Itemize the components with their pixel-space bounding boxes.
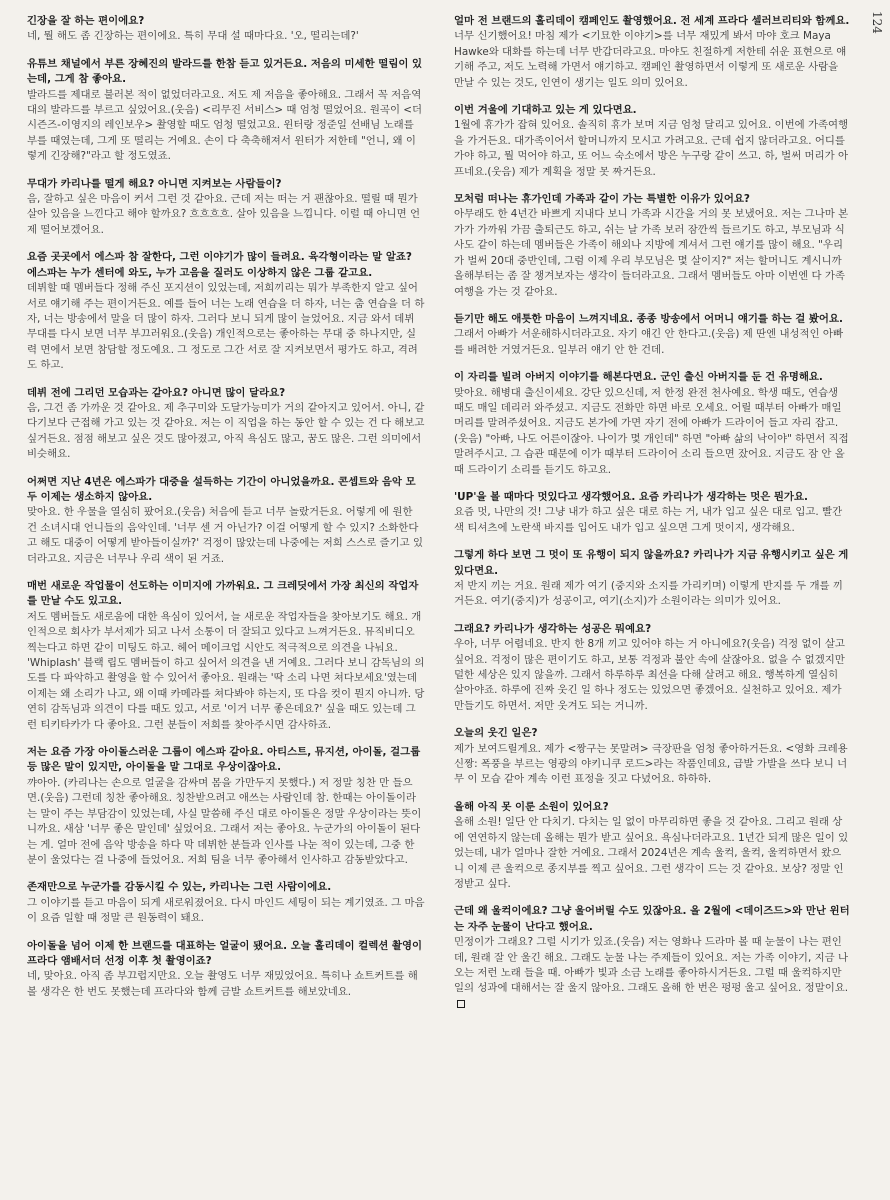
- answer: 저도 멤버들도 새로움에 대한 욕심이 있어서, 늘 새로운 작업자들을 찾아보기도 해요. 개인적으로 회사가 부서제가 되고 나서 소통이 더 잘되고 있다고 느껴거든요. 뮤직비디오 찍는다고 하면 같이 미팅도 하고. 헤어 메이크업 시안도 적극적으로 의견을 나눠요. 'Whiplash' 블랙 립도 멤버들이 하고 싶어서 의견을 낸 거예요. 그러다 보니 감독님의 의도를 다 파악하고 촬영을 할 수 있어서 좋아요. 원래는 '딱 소리 나면 쳐다보세요'였는데 이제는 왜 소리가 나고, 왜 이때 카메라를 쳐다봐야 하는지, 또 다음 컷이 뭔지 아니까. 당연히 감독님과 의견이 다를 때도 있고, 서로 '이거 너무 좋은데요?' 싶을 때도 있는데 그런 티키타카가 다 좋아요. 그런 분들이 저희를 찾아주시면 감사하죠.: [27, 610, 425, 731]
- question: 그렇게 하다 보면 그 멋이 또 유행이 되지 않을까요? 카리나가 지금 유행시키고 싶은 게 있다면요.: [454, 549, 849, 577]
- qa-block: [27, 250, 425, 373]
- qa-block: [27, 745, 425, 868]
- qa-block: [27, 475, 425, 567]
- question: 무대가 카리나를 떨게 해요? 아니면 지켜보는 사람들이?: [27, 177, 282, 190]
- qa-block: [454, 312, 850, 358]
- qa-block: [27, 579, 425, 733]
- answer: 데뷔할 때 멤버들다 정해 주신 포지션이 있었는데, 저희끼리는 뭐가 부족한지 알고 싶어 서로 얘기해 주는 편이거든요. 예를 들어 너는 노래 연습을 더 하자, 너는 춤 연습을 더 하자, 너는 방송에서 말을 더 많이 하자. 그러다 보니 되게 많이 늘었어요. 지금 와서 데뷔 무대를 다시 보면 너무 부끄러워요.(웃음) 개인적으로는 좋아하는 무대 중 하나지만, 실력 면에서 보면 참담할 정도예요. 그 정도로 그간 서로 잘 지켜보면서 평가도 하고, 격려도 하고.: [27, 282, 425, 372]
- answer: 1월에 휴가가 잡혀 있어요. 솔직히 휴가 보며 지금 엄청 달리고 있어요. 이번에 가족여행을 가거든요. 대가족이어서 할머니까지 모시고 가려고요. 근데 쉽지 않더라고요. 어디를 가야 하고, 뭘 먹어야 하고, 또 어느 숙소에서 방은 누구랑 같이 쓰고. 하, 벌써 머리가 아프네요.(웃음) 제가 계획을 정말 못 짜거든요.: [454, 119, 849, 178]
- answer: 요즘 멋, 나만의 것! 그냥 내가 하고 싶은 대로 하는 거, 내가 입고 싶은 대로 입고. 빨간색 티셔츠에 노란색 바지를 입어도 내가 입고 싶으면 그게 멋이지, 생각해요.: [454, 506, 843, 534]
- question: 긴장을 잘 하는 편이에요?: [27, 15, 145, 27]
- answer: 아무래도 한 4년간 바쁘게 지내다 보니 가족과 시간을 거의 못 보냈어요. 저는 그나마 본가가 가까워 가끔 출퇴근도 하고, 쉬는 날 가족 보러 잠깐씩 들르기도 하고, 부모님과 식사도 같이 하는데 멤버들은 가족이 해외나 지방에 계셔서 그런 얘기를 많이 해요. "우리가 벌써 20대 중반인데, 그럼 이제 우리 부모님은 몇 살이지?" 저는 할머니도 계시니까 올해부터는 좀 잘 챙겨보자는 생각이 들더라고요. 그래서 멤버들도 아마 이번엔 다 가족여행을 가는 것 같아요.: [454, 208, 849, 298]
- answer: 꺄아아. (카리나는 손으로 얼굴을 감싸며 몸을 가만두지 못했다.) 저 정말 칭찬 만 들으면.(웃음) 그런데 칭찬 좋아해요. 칭찬받으려고 애쓰는 사람인데 참. 한때는 아이돌이라는 말이 주는 부담감이 있었는데, 사실 말씀해 주신 대로 아이돌은 정말 우상이라는 뜻이니까요. 새삼 '너무 좋은 말인데' 싶었어요. 그래서 저는 좋아요. 누군가의 아이돌이 된다는 게. 얼마 전에 음악 방송을 하다 막 데뷔한 분들과 인사를 나눈 적이 있는데, 그중 한 분이 울었다는 걸 나중에 들었어요. 저희 팀을 너무 좋아해서 인사하고 감동받았다고.: [27, 776, 422, 866]
- answer: 네, 뭘 해도 좀 긴장하는 편이에요. 특히 무대 설 때마다요. '오, 떨리는데?': [27, 30, 359, 43]
- question: 존재만으로 누군가를 감동시킬 수 있는, 카리나는 그런 사람이에요.: [27, 881, 332, 894]
- question: 모처럼 떠나는 휴가인데 가족과 같이 가는 특별한 이유가 있어요?: [454, 193, 750, 206]
- answer-final: [454, 935, 850, 1012]
- answer: 음, 잘하고 싶은 마음이 커서 그런 것 같아요. 근데 저는 떠는 거 괜찮아요. 떨릴 때 뭔가 살아 있음을 느낀다고 해야 할까요? 흐흐흐흐. 살아 있음을 느낍니다. 이럴 때 아니면 언제 떨어보겠어요.: [27, 193, 421, 236]
- qa-block: [454, 192, 850, 300]
- answer: 올해 소원! 일단 안 다치기. 다치는 일 없이 마무리하면 좋을 것 같아요. 그리고 원래 상에 연연하지 않는데 올해는 뭔가 받고 싶어요. 욕심나더라고요. 1년간 되게 많은 일이 있었는데, 내가 얼마나 잘한 거예요. 그래서 2024년은 계속 울컥, 울컥, 울컥하면서 왔으니 이제 큰 울컥으로 종지부를 찍고 싶어요. 그런 생각이 드는 것 같아요. 보상? 정말 인정받고 싶다.: [454, 816, 849, 890]
- qa-block: [454, 14, 850, 91]
- question: 올해 아직 못 이룬 소원이 있어요?: [454, 800, 609, 813]
- left-column: [27, 14, 425, 1012]
- question: 이번 겨울에 기대하고 있는 게 있다면요.: [454, 104, 637, 117]
- question: 유튜브 채널에서 부른 장혜진의 발라드를 한참 듣고 있거든요. 저음의 미세한 떨림이 있는데, 그게 참 좋아요.: [27, 57, 423, 86]
- qa-block: [27, 939, 425, 1001]
- question: 'UP'을 볼 때마다 멋있다고 생각했어요. 요즘 카리나가 생각하는 멋은 뭔가요.: [454, 490, 808, 503]
- answer: 맞아요. 한 우물을 열심히 팠어요.(웃음) 처음에 듣고 너무 놀랐거든요. 어렇게 에 원한 건 소녀시대 언니들의 음악인데. '너무 센 거 아닌가? 이걸 어떻게 할 수 있지? 소화한다고 해도 대중이 어떻게 받아들이실까?' 걱정이 많았는데 나중에는 저희 스스로 즐기고 있더라고요. 지금은 너무나 우리 색이 된 거죠.: [27, 506, 424, 565]
- right-column: [454, 14, 850, 1024]
- answer: 음, 그건 좀 가까운 것 같아요. 제 추구미와 도달가능미가 거의 같아지고 있어서. 아니, 같다기보다 근접해 가고 있는 것 같아요. 저는 이 직업을 하는 동안 할 수 있는 건 다 해보고 싶거든요. 점점 해보고 싶은 것도 많아졌고, 아직 욕심도 많고, 꿈도 많은. 그런 의미에서 비슷해요.: [27, 401, 425, 461]
- question: 데뷔 전에 그리던 모습과는 같아요? 아니면 많이 달라요?: [27, 386, 286, 399]
- question: 근데 왜 울컥이에요? 그냥 울어버릴 수도 있잖아요. 올 2월에 <데이즈드>와 만난 윈터는 자주 눈물이 난다고 했어요.: [454, 905, 850, 933]
- qa-block: [454, 548, 850, 610]
- question: 아이돌을 넘어 이제 한 브랜드를 대표하는 얼굴이 됐어요. 오늘 홀리데이 컬렉션 촬영이 프라다 앰배서더 선정 이후 첫 촬영이죠?: [27, 939, 423, 967]
- qa-block: [454, 800, 850, 892]
- question: 요즘 곳곳에서 에스파 참 잘한다, 그런 이야기가 많이 들려요. 육각형이라는 말 알죠? 에스파는 누가 센터에 와도, 누가 고음을 질러도 이상하지 않은 그룹 같고요.: [27, 251, 412, 279]
- answer: 민정이가 그래요? 그럴 시기가 있죠.(웃음) 저는 영화나 드라마 볼 때 눈물이 나는 편인데, 원래 잘 안 울긴 해요. 그래도 눈물 나는 주제들이 있어요. 저는 가족 이야기, 지금 나오는 저런 노래 들을 때. 아빠가 빛과 소금 노래를 좋아하시거든요. 그럴 때 울컥하지만 일의 성과에 대해서는 잘 울지 않아요. 그래도 올해 한 번은 펑펑 울고 싶어요. 정말이요.: [454, 936, 849, 995]
- qa-block: [454, 103, 850, 180]
- qa-block: [454, 622, 850, 714]
- qa-block: [27, 14, 425, 45]
- qa-block: [27, 880, 425, 926]
- answer: 우아, 너무 어렵네요. 반지 한 8개 끼고 있어야 하는 거 아니에요?(웃음) 걱정 없이 살고 싶어요. 걱정이 많은 편이기도 하고, 보통 걱정과 불안 속에 살잖아요. 없을 수 없겠지만 덜한 세상은 있지 않을까. 그래서 하루하루 최선을 다해 살려고 해요. 행복하게 열심히 살아야죠. 하루에 진짜 웃긴 일 하나 정도는 있었으면 좋겠어요. 실천하고 있어요. 제가 만들기도 하면서. 저만 웃겨도 되는 거니까.: [454, 638, 845, 712]
- question: 매번 새로운 작업물이 선도하는 이미지에 가까워요. 그 크레딧에서 가장 최신의 작업자를 만날 수도 있고요.: [27, 580, 419, 608]
- end-mark-icon: [457, 1000, 465, 1008]
- qa-block: [27, 386, 425, 463]
- question: 듣기만 해도 애틋한 마음이 느껴지네요. 종종 방송에서 어머니 얘기를 하는 걸 봤어요.: [454, 312, 843, 325]
- page-number: 124: [870, 10, 884, 34]
- qa-block: [27, 177, 425, 239]
- answer: 맞아요. 해병대 출신이세요. 강단 있으신데, 저 한정 완전 천사예요. 학생 때도, 연습생 때도 매일 데리러 와주셨고. 지금도 전화만 하면 바로 오세요. 어릴 때부터 아빠가 매일 머리를 말려주셨어요. 지금도 본가에 가면 자기 전에 아빠가 드라이어 들고 자리 잡고.(웃음) "아빠, 나도 어른이잖아. 나이가 몇 개인데" 하면 "아빠 삶의 낙이야" 하면서 직접 말려주시고. 그 습관 때문에 이가 때부터 드라이어 소리 들으면 잤어요. 지금도 잠 안 올 때 드라이기 소리를 듣기도 하고요.: [454, 386, 849, 476]
- qa-block: [454, 726, 850, 788]
- answer: 너무 신기했어요! 마침 제가 <기묘한 이야기>를 너무 재밌게 봐서 마야 호크 Maya Hawke와 대화를 하는데 너무 반갑더라고요. 마야도 친절하게 저한테 쉬운 표현으로 얘기해 주고, 저도 노력해 가면서 얘기하고. 캠페인 촬영하면서 이렇게 또 새로운 사람을 만날 수 있는 것도, 인연이 생기는 일도 의미 있어요.: [454, 30, 847, 89]
- question: 그래요? 카리나가 생각하는 성공은 뭐예요?: [454, 622, 652, 635]
- answer: 제가 보여드릴게요. 제가 <짱구는 못말려> 극장판을 엄청 좋아하거든요. <영화 크레용 신짱: 폭풍을 부르는 영광의 야키니쿠 로드>라는 작품인데요, 급발 가발을 쓰다 보니 너무 이 모습 같아 계속 이런 표정을 짓고 다녔어요. 하하하.: [454, 742, 848, 786]
- qa-block: [454, 370, 850, 478]
- answer: 네, 맞아요. 아직 좀 부끄럽지만요. 오늘 촬영도 너무 재밌었어요. 특히나 쇼트커트를 해볼 생각은 한 번도 못했는데 프라다와 함께 금발 쇼트커트를 해보았네요.: [27, 970, 418, 998]
- question: 얼마 전 브랜드의 홀리데이 캠페인도 촬영했어요. 전 세계 프라다 셀러브리티와 함께요.: [454, 15, 850, 27]
- answer: 저 반지 끼는 거요. 원래 제가 여기 (중지와 소지를 가리키며) 이렇게 반지를 두 개를 끼거든요. 여기(중지)가 성공이고, 여기(소지)가 소원이라는 의미가 있어요.: [454, 580, 843, 608]
- qa-block: [27, 57, 425, 165]
- qa-block: [454, 490, 850, 536]
- answer: 그래서 아빠가 서운해하시더라고요. 자기 얘긴 안 한다고.(웃음) 제 딴엔 내성적인 아빠를 배려한 거였거든요. 일부러 얘기 안 한 건데.: [454, 328, 844, 356]
- question: 오늘의 웃긴 일은?: [454, 727, 538, 740]
- question: 어쩌면 지난 4년은 에스파가 대중을 설득하는 기간이 아니었을까요. 콘셉트와 음악 모두 이제는 생소하지 않아요.: [27, 475, 416, 503]
- question: 저는 요즘 가장 아이돌스러운 그룹이 에스파 같아요. 아티스트, 뮤지션, 아이돌, 걸그룹 등 많은 말이 있지만, 아이돌을 말 그대로 우상이잖아요.: [27, 746, 421, 774]
- qa-block: [454, 904, 850, 1012]
- question: 이 자리를 빌려 아버지 이야기를 해본다면요. 군인 출신 아버지를 둔 건 유명해요.: [454, 371, 823, 384]
- answer: 발라드를 제대로 불러본 적이 없었더라고요. 저도 제 저음을 좋아해요. 그래서 꼭 저음역대의 발라드를 부르고 싶었어요.(웃음) <리무진 서비스> 때 엄청 떨었어요. 원곡이 <더 시즌즈-이영지의 레인보우> 촬영할 때도 엄청 떨었고요. 윈터랑 정준일 선배님 노래를 부를 때였는데, 그게 또 떨리는 거예요. 손이 다 축축해져서 윈터가 저한테 "언니, 왜 이렇게 긴장해?"라고 할 정도였죠.: [27, 88, 423, 163]
- answer: 그 이야기를 듣고 마음이 되게 새로워졌어요. 다시 마인드 세팅이 되는 계기였죠. 그 마음이 요즘 일할 때 정말 큰 원동력이 돼요.: [27, 896, 425, 925]
